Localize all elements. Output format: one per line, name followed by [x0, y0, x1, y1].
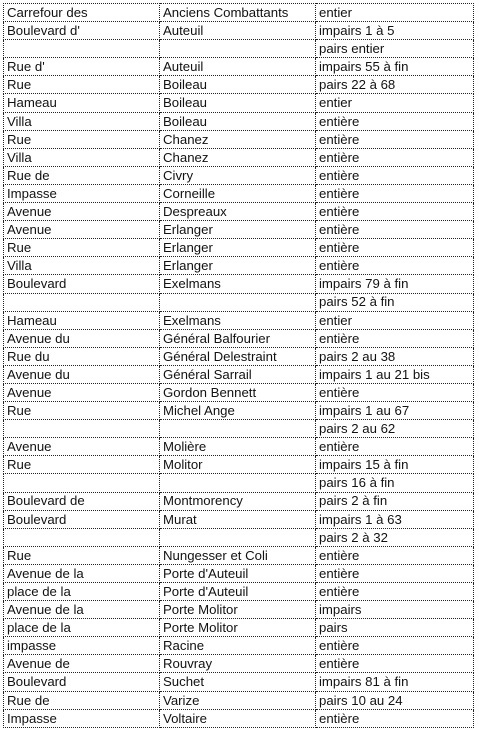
street-name-cell: Boileau — [160, 94, 316, 112]
street-name-cell: Porte d'Auteuil — [160, 583, 316, 601]
table-row — [4, 510, 474, 528]
street-name-cell: Despreaux — [160, 203, 316, 221]
house-numbers-cell: entière — [316, 709, 474, 727]
house-numbers-cell: pairs 10 au 24 — [316, 691, 474, 709]
table-row — [4, 528, 474, 546]
house-numbers-cell: impairs — [316, 601, 474, 619]
table-row — [4, 293, 474, 311]
street-name-cell: Exelmans — [160, 275, 316, 293]
street-name-cell: Voltaire — [160, 709, 316, 727]
table-row — [4, 420, 474, 438]
street-type-cell: Villa — [4, 148, 160, 166]
street-type-cell: Rue d' — [4, 58, 160, 76]
street-type-cell: Rue — [4, 546, 160, 564]
street-name-cell: Anciens Combattants — [160, 4, 316, 22]
street-type-cell: Rue — [4, 76, 160, 94]
table-row — [4, 148, 474, 166]
table-row — [4, 546, 474, 564]
table-row — [4, 438, 474, 456]
street-type-cell: Avenue — [4, 203, 160, 221]
street-type-cell: Rue de — [4, 166, 160, 184]
table-row — [4, 58, 474, 76]
house-numbers-cell: entière — [316, 564, 474, 582]
street-name-cell: Porte Molitor — [160, 601, 316, 619]
house-numbers-cell: impairs 1 à 63 — [316, 510, 474, 528]
table-row — [4, 239, 474, 257]
house-numbers-cell: pairs 52 à fin — [316, 293, 474, 311]
house-numbers-cell: entière — [316, 184, 474, 202]
house-numbers-cell: entière — [316, 637, 474, 655]
table-row — [4, 275, 474, 293]
house-numbers-cell: impairs 55 à fin — [316, 58, 474, 76]
street-type-cell: Boulevard — [4, 275, 160, 293]
house-numbers-cell: entière — [316, 148, 474, 166]
table-row — [4, 130, 474, 148]
table-row — [4, 203, 474, 221]
street-name-cell: Rouvray — [160, 655, 316, 673]
table-row — [4, 4, 474, 22]
street-type-cell: Rue — [4, 130, 160, 148]
street-type-cell: Carrefour des — [4, 4, 160, 22]
street-type-cell — [4, 528, 160, 546]
street-name-cell: Chanez — [160, 130, 316, 148]
house-numbers-cell: pairs 2 à 32 — [316, 528, 474, 546]
house-numbers-cell: entière — [316, 383, 474, 401]
table-row — [4, 474, 474, 492]
street-type-cell: Hameau — [4, 311, 160, 329]
street-name-cell: Michel Ange — [160, 402, 316, 420]
street-type-cell: Avenue du — [4, 365, 160, 383]
table-row — [4, 221, 474, 239]
street-type-cell: Avenue de la — [4, 601, 160, 619]
street-name-cell: Suchet — [160, 673, 316, 691]
table-row — [4, 402, 474, 420]
table-row — [4, 583, 474, 601]
street-type-cell: Hameau — [4, 94, 160, 112]
house-numbers-cell: entière — [316, 546, 474, 564]
street-type-cell — [4, 40, 160, 58]
street-name-cell: Chanez — [160, 148, 316, 166]
table-row — [4, 709, 474, 727]
house-numbers-cell: impairs 1 à 5 — [316, 22, 474, 40]
house-numbers-cell: entier — [316, 94, 474, 112]
street-name-cell: Racine — [160, 637, 316, 655]
street-type-cell: Avenue de la — [4, 564, 160, 582]
street-type-cell: Boulevard de — [4, 492, 160, 510]
street-name-cell: Général Balfourier — [160, 329, 316, 347]
street-type-cell: Rue — [4, 402, 160, 420]
street-name-cell: Gordon Bennett — [160, 383, 316, 401]
house-numbers-cell: entière — [316, 239, 474, 257]
house-numbers-cell: impairs 81 à fin — [316, 673, 474, 691]
street-name-cell: Porte d'Auteuil — [160, 564, 316, 582]
house-numbers-cell: entière — [316, 203, 474, 221]
street-type-cell: Avenue — [4, 383, 160, 401]
table-row — [4, 76, 474, 94]
street-name-cell: Boileau — [160, 112, 316, 130]
table-row — [4, 40, 474, 58]
house-numbers-cell: pairs 2 à fin — [316, 492, 474, 510]
house-numbers-cell: impairs 15 à fin — [316, 456, 474, 474]
street-name-cell: Varize — [160, 691, 316, 709]
table-row — [4, 456, 474, 474]
street-type-cell — [4, 420, 160, 438]
street-name-cell — [160, 528, 316, 546]
table-row — [4, 492, 474, 510]
street-type-cell: Rue de — [4, 691, 160, 709]
street-list-table — [3, 3, 474, 728]
street-name-cell: Nungesser et Coli — [160, 546, 316, 564]
street-name-cell: Auteuil — [160, 22, 316, 40]
street-name-cell: Général Delestraint — [160, 347, 316, 365]
table-row — [4, 655, 474, 673]
street-type-cell: Boulevard d' — [4, 22, 160, 40]
house-numbers-cell: entière — [316, 583, 474, 601]
house-numbers-cell: impairs 79 à fin — [316, 275, 474, 293]
house-numbers-cell: entière — [316, 655, 474, 673]
street-name-cell: Corneille — [160, 184, 316, 202]
table-row — [4, 383, 474, 401]
house-numbers-cell: pairs 16 à fin — [316, 474, 474, 492]
table-row — [4, 94, 474, 112]
street-name-cell: Boileau — [160, 76, 316, 94]
table-row — [4, 601, 474, 619]
house-numbers-cell: impairs 1 au 67 — [316, 402, 474, 420]
table-row — [4, 112, 474, 130]
street-name-cell — [160, 474, 316, 492]
house-numbers-cell: impairs 1 au 21 bis — [316, 365, 474, 383]
street-type-cell: place de la — [4, 619, 160, 637]
street-name-cell: Exelmans — [160, 311, 316, 329]
house-numbers-cell: entière — [316, 112, 474, 130]
table-row — [4, 329, 474, 347]
street-type-cell: Impasse — [4, 184, 160, 202]
house-numbers-cell: entière — [316, 329, 474, 347]
street-name-cell: Molière — [160, 438, 316, 456]
street-name-cell: Erlanger — [160, 239, 316, 257]
house-numbers-cell: entière — [316, 166, 474, 184]
street-type-cell: Avenue — [4, 438, 160, 456]
house-numbers-cell: entière — [316, 438, 474, 456]
street-name-cell: Molitor — [160, 456, 316, 474]
street-name-cell — [160, 40, 316, 58]
street-type-cell — [4, 474, 160, 492]
table-row — [4, 619, 474, 637]
street-type-cell: Villa — [4, 257, 160, 275]
street-name-cell: Erlanger — [160, 257, 316, 275]
house-numbers-cell: entier — [316, 311, 474, 329]
street-type-cell: Rue — [4, 239, 160, 257]
table-row — [4, 347, 474, 365]
house-numbers-cell: entière — [316, 221, 474, 239]
house-numbers-cell: entier — [316, 4, 474, 22]
street-name-cell: Murat — [160, 510, 316, 528]
street-name-cell — [160, 293, 316, 311]
street-name-cell: Général Sarrail — [160, 365, 316, 383]
table-row — [4, 564, 474, 582]
street-list-body — [4, 4, 474, 728]
street-name-cell: Civry — [160, 166, 316, 184]
street-type-cell — [4, 293, 160, 311]
street-type-cell: Boulevard — [4, 673, 160, 691]
table-row — [4, 673, 474, 691]
house-numbers-cell: pairs 22 à 68 — [316, 76, 474, 94]
table-row — [4, 166, 474, 184]
street-type-cell: Avenue du — [4, 329, 160, 347]
street-name-cell: Porte Molitor — [160, 619, 316, 637]
street-type-cell: Boulevard — [4, 510, 160, 528]
street-name-cell — [160, 420, 316, 438]
street-type-cell: Villa — [4, 112, 160, 130]
table-row — [4, 184, 474, 202]
house-numbers-cell: entière — [316, 130, 474, 148]
street-name-cell: Montmorency — [160, 492, 316, 510]
house-numbers-cell: pairs 2 au 38 — [316, 347, 474, 365]
table-row — [4, 311, 474, 329]
house-numbers-cell: pairs entier — [316, 40, 474, 58]
table-row — [4, 257, 474, 275]
street-type-cell: Impasse — [4, 709, 160, 727]
table-row — [4, 691, 474, 709]
table-row — [4, 637, 474, 655]
street-type-cell: Avenue de — [4, 655, 160, 673]
street-type-cell: Rue du — [4, 347, 160, 365]
street-name-cell: Auteuil — [160, 58, 316, 76]
table-row — [4, 22, 474, 40]
street-type-cell: Avenue — [4, 221, 160, 239]
table-row — [4, 365, 474, 383]
street-type-cell: place de la — [4, 583, 160, 601]
house-numbers-cell: pairs 2 au 62 — [316, 420, 474, 438]
street-type-cell: impasse — [4, 637, 160, 655]
house-numbers-cell: entière — [316, 257, 474, 275]
street-type-cell: Rue — [4, 456, 160, 474]
house-numbers-cell: pairs — [316, 619, 474, 637]
street-name-cell: Erlanger — [160, 221, 316, 239]
